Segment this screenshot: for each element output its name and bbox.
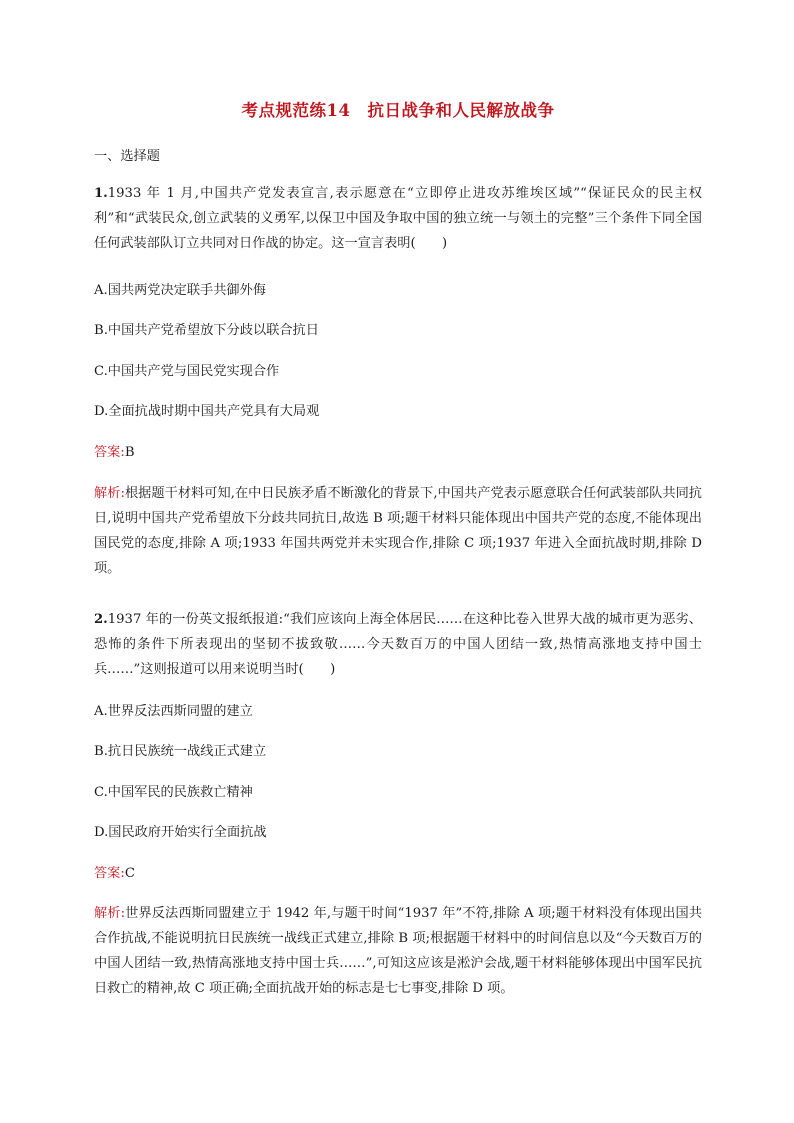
question-2-option-a: A.世界反法西斯同盟的建立 (94, 704, 253, 719)
question-1-answer-label: 答案: (94, 445, 125, 460)
question-1-explanation (94, 481, 702, 581)
question-1-explanation-text: 根据题干材料可知,在中日民族矛盾不断激化的背景下,中国共产党表示愿意联合任何武装部队共同抗日,说明中国共产党希望放下分歧共同抗日,故选 B 项;题干材料只能体现出中国共产党的态度,不能体现出国民党的态度,排除 A 项;1933 年国共两党并未实现合作,排除 C 项;1937 年进入全面抗战时期,排除 D 项。 (94, 486, 702, 576)
question-2-answer (94, 861, 702, 886)
page-title: 考点规范练14 抗日战争和人民解放战争 (241, 101, 555, 120)
question-2-option-c: C.中国军民的民族救亡精神 (94, 785, 253, 800)
question-1-option-a: A.国共两党决定联手共御外侮 (94, 283, 266, 298)
question-2-explanation-label: 解析: (94, 906, 126, 921)
question-2-stem (94, 607, 702, 682)
question-1-stem (94, 181, 702, 256)
question-1-option-c: C.中国共产党与国民党实现合作 (94, 364, 280, 379)
question-2-answer-value: C (124, 866, 135, 881)
question-1-text: 1933 年 1 月,中国共产党发表宣言,表示愿意在“立即停止进攻苏维埃区域”“保证民众的民主权利”和“武装民众,创立武装的义勇军,以保卫中国及争取中国的独立统一与领土的完整”三个条件下同全国任何武装部队订立共同对日作战的协定。这一宣言表明( ) (94, 186, 702, 251)
question-2-text: 1937 年的一份英文报纸报道:“我们应该向上海全体居民……在这种比卷入世界大战的城市更为恶劣、恐怖的条件下所表现出的坚韧不拔致敬……今天数百万的中国人团结一致,热情高涨地支持中国士兵……”这则报道可以用来说明当时( ) (94, 612, 702, 677)
question-1-option-b: B.中国共产党希望放下分歧以联合抗日 (94, 323, 319, 338)
question-1-answer-value: B (124, 445, 135, 460)
question-1-explanation-label: 解析: (94, 486, 125, 501)
question-1-option-d: D.全面抗战时期中国共产党具有大局观 (94, 404, 320, 419)
question-2-option-d: D.国民政府开始实行全面抗战 (94, 825, 267, 840)
question-2-answer-label: 答案: (94, 866, 125, 881)
question-2-explanation (94, 901, 702, 1001)
question-2-option-b: B.抗日民族统一战线正式建立 (94, 744, 267, 759)
question-2-number: 2. (94, 612, 108, 627)
section-heading: 一、选择题 (94, 149, 160, 164)
question-1-number: 1. (94, 186, 108, 201)
question-2-explanation-text: 世界反法西斯同盟建立于 1942 年,与题干时间“1937 年”不符,排除 A 项;题干材料没有体现出国共合作抗战,不能说明抗日民族统一战线正式建立,排除 B 项;根据题干材料中的时间信息以及“今天数百万的中国人团结一致,热情高涨地支持中国士兵……”,可知这应该是淞沪会战,题干材料能够体现出中国军民抗日救亡的精神,故 C 项正确;全面抗战开始的标志是七七事变,排除 D 项。 (94, 906, 702, 996)
question-1-answer (94, 440, 702, 465)
